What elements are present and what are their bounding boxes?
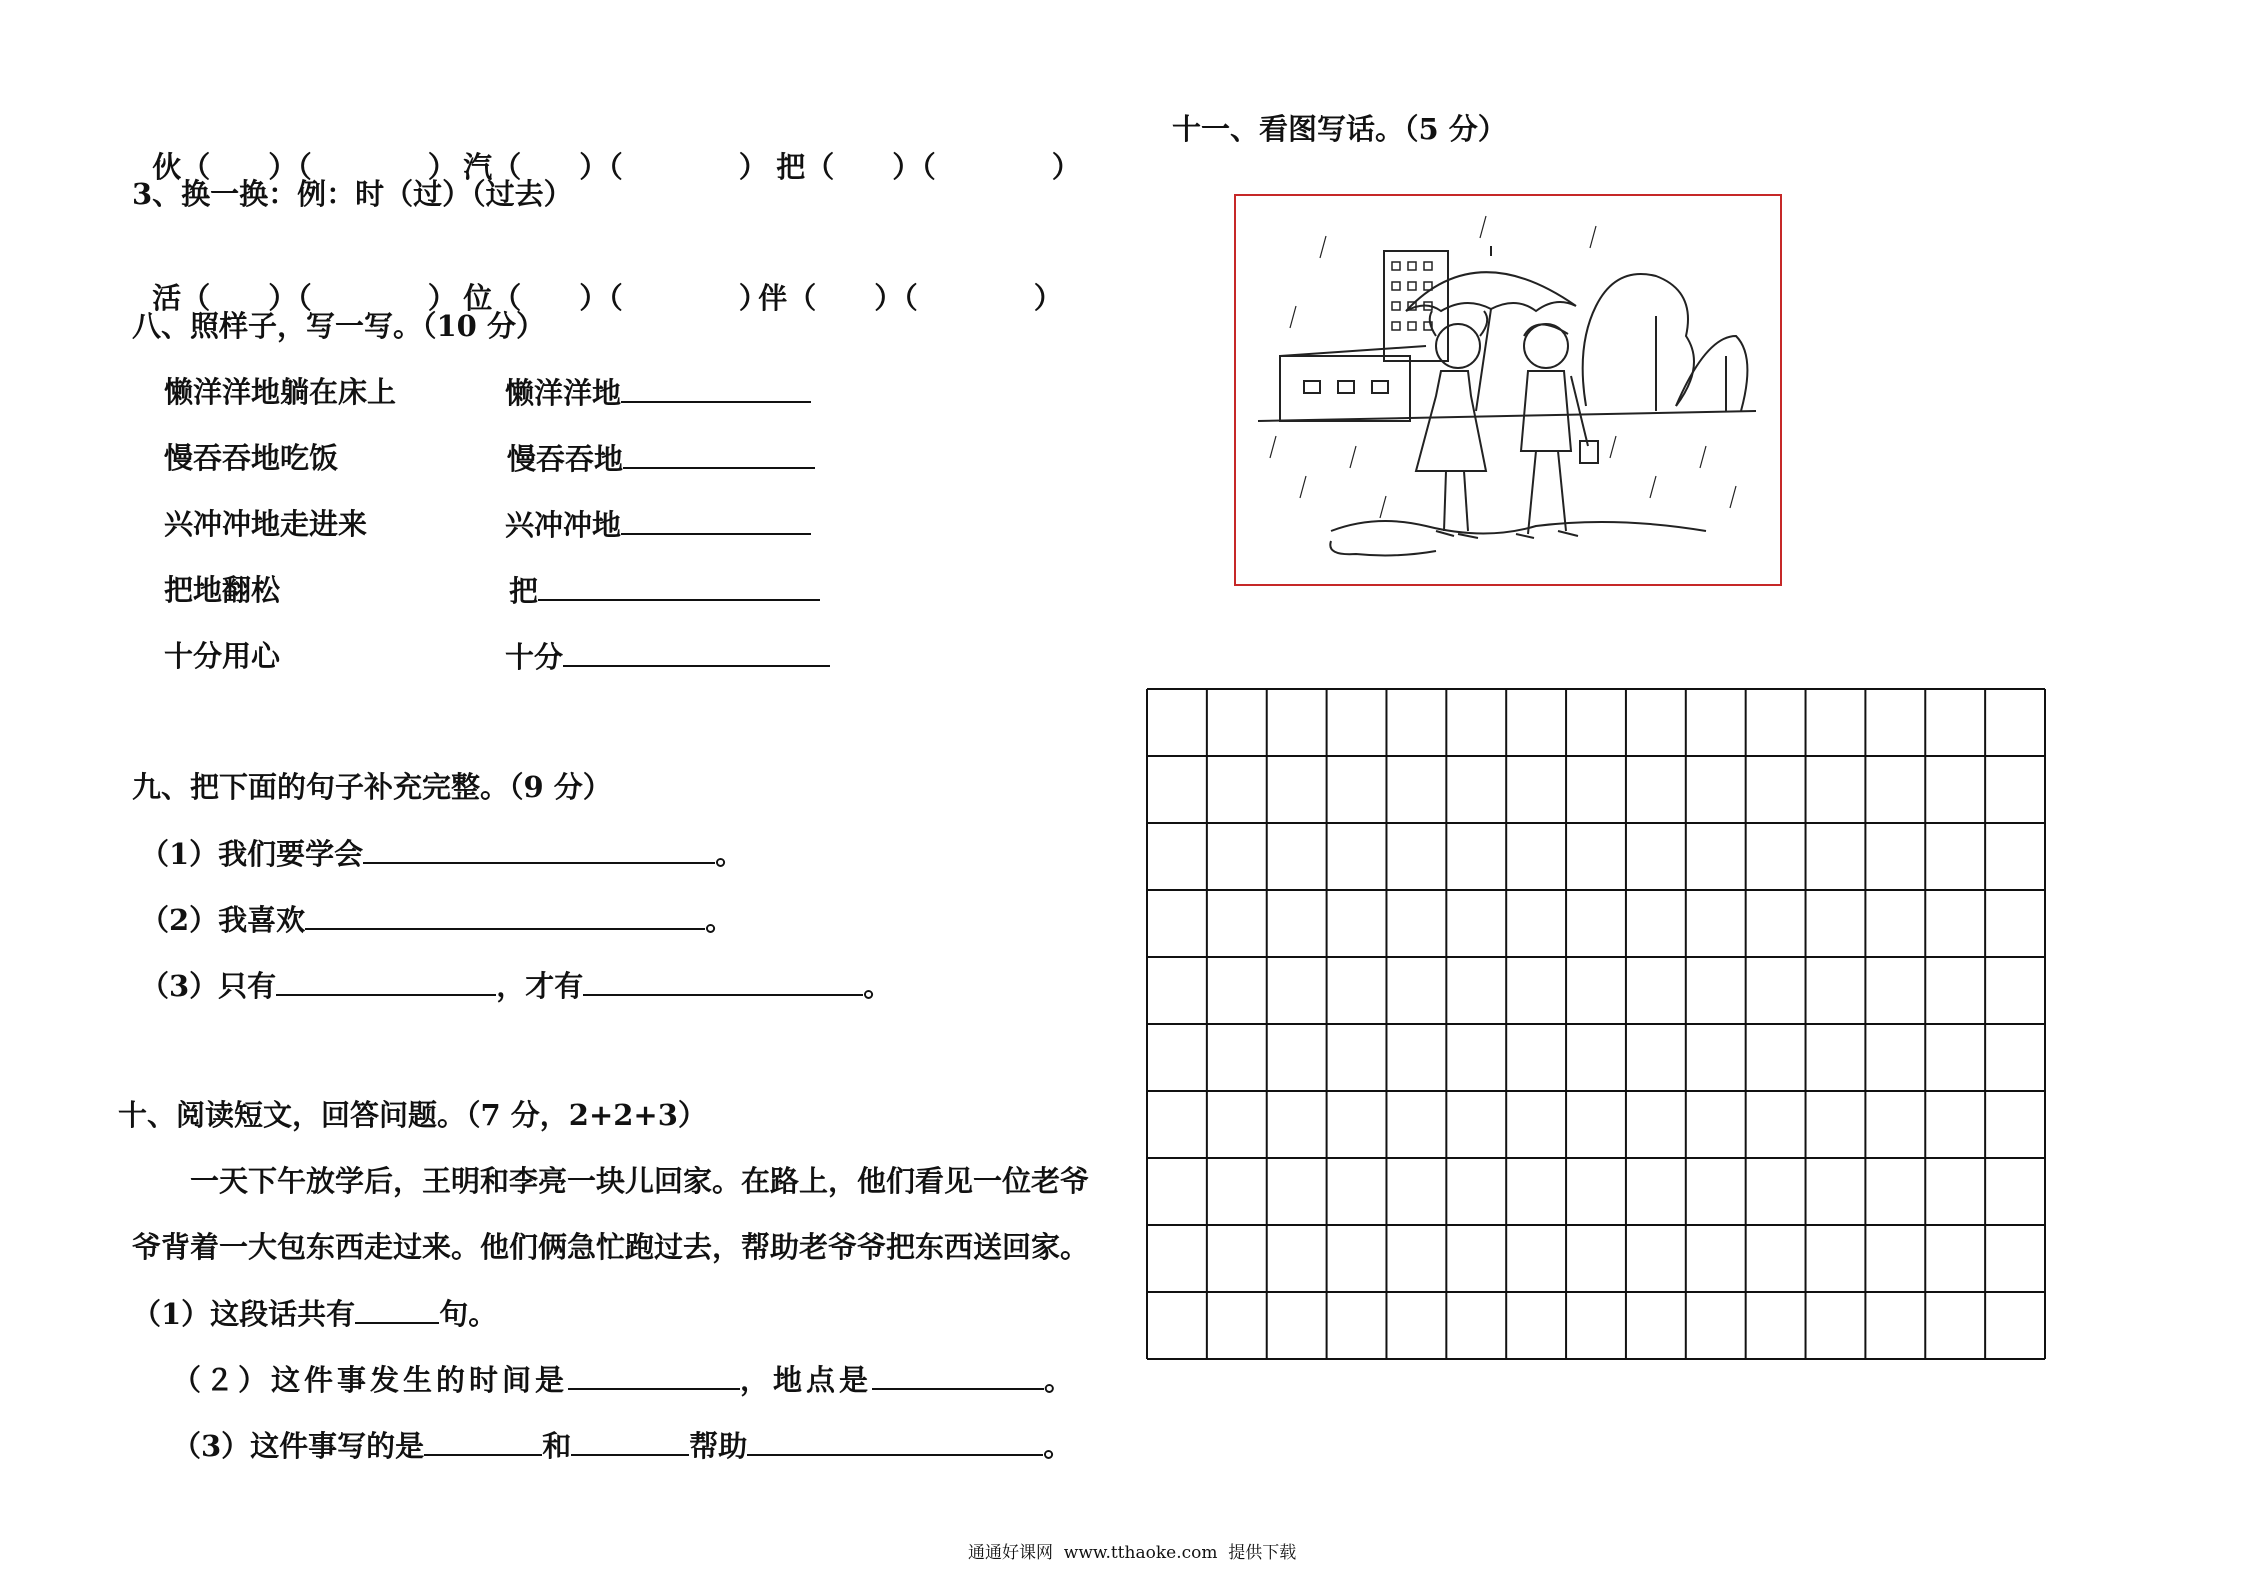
s8-answer-3 [505, 505, 811, 544]
answer-blank[interactable] [305, 900, 705, 930]
s8-prompt-1: 懒洋洋地 [505, 376, 622, 410]
q10-3-help: 帮助 [689, 1429, 748, 1463]
q10-item-1 [132, 1294, 497, 1333]
answer-blank[interactable] [563, 637, 830, 667]
s9-3-end: 。 [863, 969, 893, 1003]
section-8-title: 八、照样子，写一写。（10 分） [132, 309, 545, 343]
s8-example-5: 十分用心 [164, 639, 281, 673]
s9-item-1 [140, 834, 744, 873]
s9-1-end: 。 [715, 837, 745, 871]
s8-prompt-4: 把 [509, 574, 539, 608]
row1-c1: 伙（ ）（ ） [152, 150, 457, 184]
section-11-title: 十一、看图写话。（5 分） [1172, 112, 1507, 146]
q10-3-and: 和 [542, 1429, 572, 1463]
writing-grid[interactable] [1146, 688, 2046, 1364]
s8-prompt-3: 兴冲冲地 [505, 508, 622, 542]
s9-item-2 [140, 900, 734, 939]
answer-blank[interactable] [276, 966, 496, 996]
q10-item-2 [172, 1360, 1077, 1399]
row2-c1: 活（ ）（ ） [152, 281, 457, 315]
answer-blank[interactable] [621, 505, 811, 535]
q10-2-mid: ，地点是 [740, 1363, 873, 1397]
s8-example-2: 慢吞吞地吃饭 [164, 441, 339, 475]
q10-3-text: （3）这件事写的是 [172, 1429, 425, 1463]
s9-2-text: （2）我喜欢 [140, 903, 306, 937]
picture-frame [1234, 194, 1782, 586]
s9-2-end: 。 [705, 903, 735, 937]
row2-col1 [132, 241, 457, 317]
s8-answer-4 [509, 571, 820, 610]
footer: 通通好课网 www.tthaoke.com 提供下载 [968, 1543, 1297, 1563]
row1-col3 [756, 110, 1081, 186]
section-9-title: 九、把下面的句子补充完整。（9 分） [132, 770, 612, 804]
row1-c2: 汽（ ）（ ） [463, 150, 768, 184]
s8-prompt-5: 十分 [505, 640, 564, 674]
q10-item-3 [172, 1426, 1072, 1465]
q10-3-end: 。 [1043, 1429, 1073, 1463]
q3-title: 3、换一换：例：时（过）（过去） [132, 177, 573, 211]
answer-blank[interactable] [538, 571, 820, 601]
answer-blank[interactable] [571, 1426, 689, 1456]
s8-answer-2 [507, 439, 815, 478]
row2-c3: 伴（ ）（ ） [758, 281, 1063, 315]
row2-col3 [738, 241, 1063, 317]
passage-line-1: 一天下午放学后，王明和李亮一块儿回家。在路上，他们看见一位老爷 [190, 1164, 1090, 1198]
writing-grid-lines [1146, 688, 2046, 1360]
s9-3-text: （3）只有 [140, 969, 277, 1003]
q10-1-end: 句。 [439, 1297, 498, 1331]
q10-1-text: （1）这段话共有 [132, 1297, 356, 1331]
answer-blank[interactable] [363, 834, 715, 864]
answer-blank[interactable] [621, 373, 811, 403]
answer-blank[interactable] [424, 1426, 542, 1456]
answer-blank[interactable] [583, 966, 863, 996]
answer-blank[interactable] [872, 1360, 1044, 1390]
s8-answer-5 [505, 637, 830, 676]
passage-line-2: 爷背着一大包东西走过来。他们俩急忙跑过去，帮助老爷爷把东西送回家。 [132, 1230, 1090, 1264]
answer-blank[interactable] [747, 1426, 1043, 1456]
q10-2-end: 。 [1044, 1363, 1078, 1397]
s9-3-mid: ，才有 [496, 969, 584, 1003]
s8-example-1: 懒洋洋地躺在床上 [164, 375, 397, 409]
s8-answer-1 [505, 373, 811, 412]
s9-1-text: （1）我们要学会 [140, 837, 364, 871]
s8-example-3: 兴冲冲地走进来 [164, 507, 368, 541]
q10-2-text: （２）这件事发生的时间是 [172, 1363, 569, 1397]
answer-blank[interactable] [355, 1294, 439, 1324]
row2-col2 [443, 241, 768, 317]
s9-item-3 [140, 966, 892, 1005]
s8-example-4: 把地翻松 [164, 573, 281, 607]
rain-umbrella-illustration [1236, 196, 1780, 584]
answer-blank[interactable] [623, 439, 815, 469]
row1-c3: 把（ ）（ ） [776, 150, 1081, 184]
s8-prompt-2: 慢吞吞地 [507, 442, 624, 476]
answer-blank[interactable] [568, 1360, 740, 1390]
section-10-title: 十、阅读短文，回答问题。（7 分，2+2+3） [118, 1098, 707, 1132]
row2-c2: 位（ ）（ ） [463, 281, 768, 315]
